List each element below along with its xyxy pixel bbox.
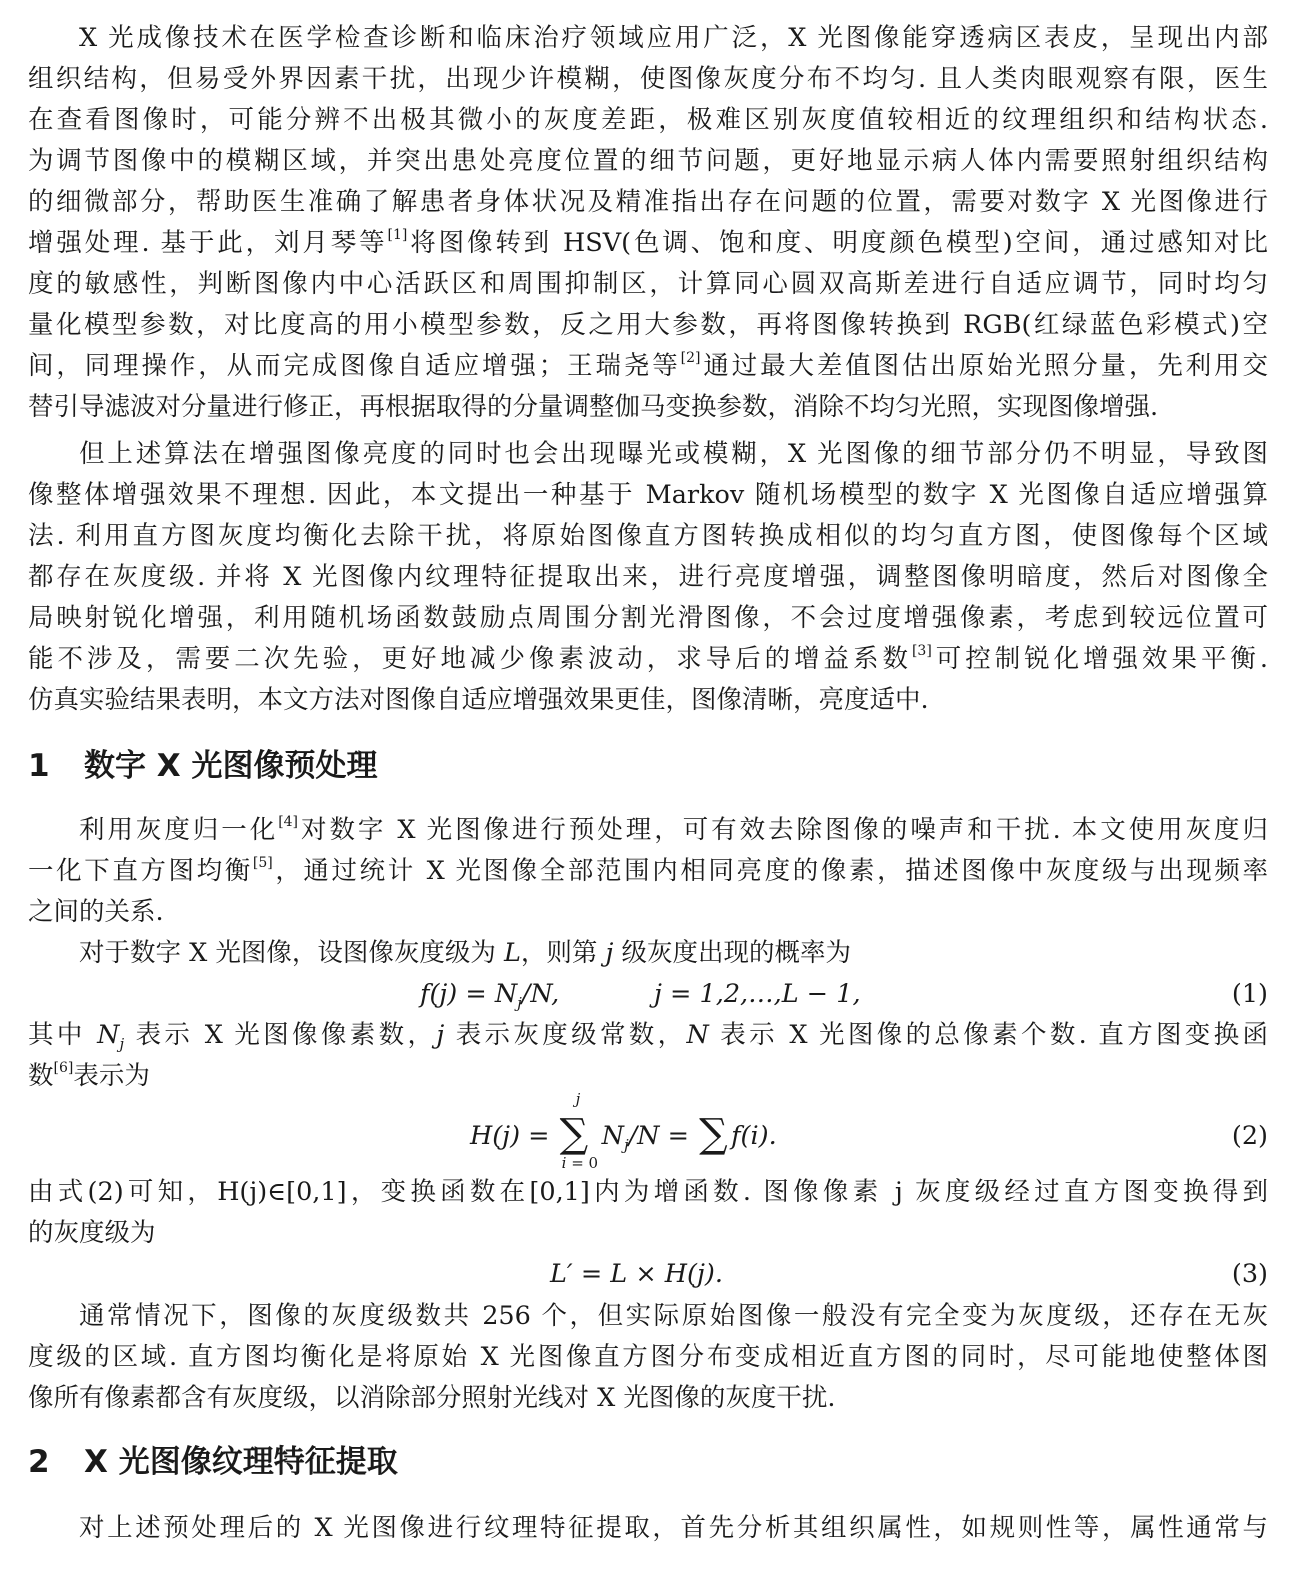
text-line: 像整体增强效果不理想. 因此，本文提出一种基于 Markov 随机场模型的数字 X 光图像自适应增强算 [28, 480, 1268, 510]
text-span: 对于数字 X 光图像，设图像灰度级为 [79, 938, 504, 968]
equation-text: f(j) = N [420, 979, 518, 1009]
math-symbol: N [686, 1020, 709, 1050]
equation-text: N [601, 1121, 624, 1151]
text-line: 都存在灰度级. 并将 X 光图像内纹理特征提取出来，进行亮度增强，调整图像明暗度，然后对图像全 [28, 562, 1268, 592]
text-line: 为调节图像中的模糊区域，并突出患处亮度位置的细节问题，更好地显示病人体内需要照射组织结构 [28, 146, 1268, 176]
text-line: 通常情况下，图像的灰度级数共 256 个，但实际原始图像一般没有完全变为灰度级，还存在无灰 [79, 1301, 1268, 1331]
section-heading-2 [28, 1440, 1268, 1484]
paragraph-intro [28, 18, 1268, 428]
text-span: 通过最大差值图估出原始光照分量，先利用交 [700, 351, 1268, 381]
text-line: 度的敏感性，判断图像内中心活跃区和周围抑制区，计算同心圆双高斯差进行自适应调节，同时均匀 [28, 269, 1268, 299]
text-span: 表示灰度级常数， [444, 1020, 687, 1050]
citation-ref: [2] [680, 350, 701, 366]
sigma-glyph: ∑ [699, 1111, 728, 1157]
equation-subscript: j [623, 1136, 629, 1154]
section-heading-1 [28, 744, 1268, 788]
sum-upper-limit: j [575, 1090, 581, 1108]
text-span: 能不涉及，需要二次先验，更好地减少像素波动，求导后的增益系数 [28, 644, 912, 674]
equation-body [420, 974, 559, 1015]
text-line [28, 933, 1268, 974]
equation-text: /N, [521, 979, 560, 1009]
text-span: ，通过统计 X 光图像全部范围内相同亮度的像素，描述图像中灰度级与出现频率 [272, 856, 1268, 886]
paragraph-probability [28, 933, 1268, 974]
equation-text: /N = [628, 1121, 698, 1151]
sum-lower-limit [562, 1156, 598, 1171]
equation-body: L′ = L × H(j). [550, 1259, 723, 1289]
text-line [28, 1015, 1268, 1056]
text-span: 表示 X 光图像的总像素个数. 直方图变换函 [708, 1020, 1268, 1050]
equation-subscript: j [517, 994, 522, 1012]
section-number: 1 [28, 748, 50, 784]
section-title: X 光图像纹理特征提取 [84, 1444, 398, 1480]
math-symbol: j [605, 938, 614, 968]
text-line: 度级的区域. 直方图均衡化是将原始 X 光图像直方图分布变成相近直方图的同时，尽可能地使整体图 [28, 1342, 1268, 1372]
text-span: 可控制锐化增强效果平衡. [931, 644, 1268, 674]
math-subscript: j [119, 1035, 125, 1053]
equation-text: H(j) = [470, 1121, 558, 1151]
equation-number: (3) [1231, 1259, 1268, 1289]
text-line: 替引导滤波对分量进行修正，再根据取得的分量调整伽马变换参数，消除不均匀光照，实现图像增强. [28, 392, 1159, 422]
sum-start: = 0 [566, 1154, 599, 1172]
paragraph-texture [28, 1508, 1268, 1549]
text-line: 局映射锐化增强，利用随机场函数鼓励点周围分割光滑图像，不会过度增强像素，考虑到较远位置可 [28, 603, 1268, 633]
equation-1 [28, 974, 1268, 1015]
math-symbol: j [436, 1020, 445, 1050]
equation-text: f(i). [731, 1121, 777, 1151]
text-line: 的细微部分，帮助医生准确了解患者身体状况及精准指出存在问题的位置，需要对数字 X 光图像进行 [28, 187, 1268, 217]
citation-ref: [3] [911, 643, 932, 659]
equation-range: j = 1,2,…,L − 1, [654, 979, 861, 1009]
text-line [28, 851, 1268, 892]
paragraph-transform [28, 1172, 1268, 1254]
summation-symbol [558, 1090, 602, 1172]
sigma-glyph: ∑ [559, 1111, 589, 1157]
text-span: 表示 X 光图像像素数， [124, 1020, 437, 1050]
text-line: 对上述预处理后的 X 光图像进行纹理特征提取，首先分析其组织属性，如规则性等，属性通常与 [79, 1513, 1268, 1543]
text-span: 表示为 [73, 1061, 150, 1091]
citation-ref: [5] [252, 855, 273, 871]
text-line: 之间的关系. [28, 897, 164, 927]
paragraph-histogram [28, 1296, 1268, 1419]
text-span: 数 [28, 1061, 54, 1091]
text-span: 将图像转到 HSV(色调、饱和度、明度颜色模型)空间，通过感知对比 [407, 228, 1268, 258]
sum-index: i [561, 1154, 567, 1172]
paragraph-proposal [28, 434, 1268, 721]
section-title: 数字 X 光图像预处理 [84, 748, 378, 784]
text-line [28, 810, 1268, 851]
text-span: 级灰度出现的概率为 [613, 938, 852, 968]
text-span: ，则第 [520, 938, 606, 968]
equation-number: (1) [1231, 979, 1268, 1009]
text-line [28, 223, 1268, 264]
text-line: 但上述算法在增强图像亮度的同时也会出现曝光或模糊，X 光图像的细节部分仍不明显，导致图 [79, 439, 1268, 469]
section-number: 2 [28, 1444, 50, 1480]
text-line: 的灰度级为 [28, 1218, 156, 1248]
text-line: 由式(2)可知，H(j)∈[0,1]，变换函数在[0,1]内为增函数. 图像像素 j 灰度级经过直方图变换得到 [28, 1177, 1268, 1207]
equation-body [470, 1090, 777, 1172]
citation-ref: [6] [53, 1060, 74, 1076]
text-span: 一化下直方图均衡 [28, 856, 253, 886]
text-line: 组织结构，但易受外界因素干扰，出现少许模糊，使图像灰度分布不均匀. 且人类肉眼观察有限，医生 [28, 64, 1268, 94]
equation-2 [28, 1090, 1268, 1172]
text-span: 对数字 X 光图像进行预处理，可有效去除图像的噪声和干扰. 本文使用灰度归 [298, 815, 1268, 845]
equation-number: (2) [1231, 1121, 1268, 1151]
math-symbol: N [97, 1020, 120, 1050]
text-line: 法. 利用直方图灰度均衡化去除干扰，将原始图像直方图转换成相似的均匀直方图，使图像每个区域 [28, 521, 1268, 551]
text-line: 量化模型参数，对比度高的用小模型参数，反之用大参数，再将图像转换到 RGB(红绿蓝色彩模式)空 [28, 310, 1268, 340]
text-line: 仿真实验结果表明，本文方法对图像自适应增强效果更佳，图像清晰，亮度适中. [28, 685, 929, 715]
text-span: 增强处理. 基于此，刘月琴等 [28, 228, 388, 258]
text-span: 利用灰度归一化 [79, 815, 279, 845]
equation-3 [28, 1254, 1268, 1295]
text-line [28, 639, 1268, 680]
summation-symbol [697, 1111, 731, 1157]
text-line: 在查看图像时，可能分辨不出极其微小的灰度差距，极难区别灰度值较相近的纹理组织和结构状态. [28, 105, 1268, 135]
paragraph-preprocess [28, 810, 1268, 933]
citation-ref: [1] [387, 227, 408, 243]
text-span: 间，同理操作，从而完成图像自适应增强；王瑞尧等 [28, 351, 681, 381]
math-symbol: L [503, 938, 521, 968]
citation-ref: [4] [278, 814, 299, 830]
text-line: X 光成像技术在医学检查诊断和临床治疗领域应用广泛，X 光图像能穿透病区表皮，呈现出内部 [79, 23, 1268, 53]
text-line [28, 346, 1268, 387]
text-line [28, 1056, 1268, 1097]
paragraph-symbols [28, 1015, 1268, 1097]
text-span: 其中 [28, 1020, 98, 1050]
text-line: 像所有像素都含有灰度级，以消除部分照射光线对 X 光图像的灰度干扰. [28, 1383, 836, 1413]
